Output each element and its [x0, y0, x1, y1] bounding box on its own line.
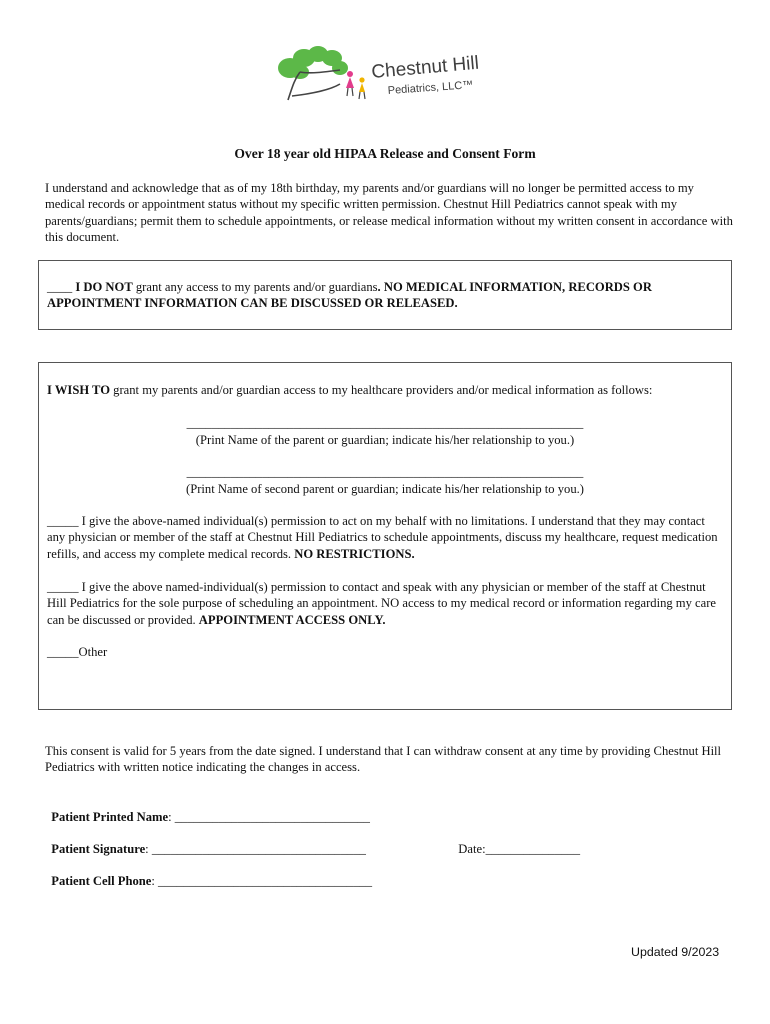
- signature-field[interactable]: [45, 825, 366, 858]
- consent-paragraph: This consent is valid for 5 years from the date signed. I understand that I can withdraw consent at any time by providing Chestnut Hill Pediatrics with written notice indicating the changes in access.: [45, 744, 722, 775]
- tree-logo-icon: [270, 44, 505, 108]
- wish-lead: I WISH TO: [47, 383, 111, 397]
- phone-label: Patient Cell Phone: [51, 874, 152, 889]
- option2-bold: APPOINTMENT ACCESS ONLY.: [198, 612, 386, 627]
- option1-text: _____ I give the above-named individual(s) permission to act on my behalf with no limitations. I understand that they may contact any physician or member of the staff at Chestnut Hill Pediatrics to schedule appointments, discuss my healthcare, request medication refills, and access my complete medical records.: [47, 514, 718, 561]
- no-access-text: grant any access to my parents and/or guardians: [132, 280, 378, 294]
- phone-field[interactable]: [45, 857, 372, 890]
- logo-line1: Chestnut Hill: [370, 52, 480, 83]
- printed-name-line[interactable]: : _______________________________: [168, 810, 370, 825]
- option-no-restrictions[interactable]: [47, 513, 723, 562]
- option2-text: _____ I give the above named-individual(s) permission to contact and speak with any physician or member of the staff at Chestnut Hill Pediatrics for the sole purpose of scheduling an appointment. NO access to my medical record or information regarding my care can be discussed or provided.: [47, 580, 717, 627]
- phone-line[interactable]: : __________________________________: [151, 874, 373, 889]
- date-label: Date:: [458, 842, 486, 857]
- no-access-box: [38, 260, 732, 330]
- no-access-tail: . NO MEDICAL INFORMATION, RECORDS OR APPOINTMENT INFORMATION CAN BE DISCUSSED OR RELEASED.: [47, 280, 652, 311]
- option-appointment-only[interactable]: [47, 579, 723, 628]
- updated-date: Updated 9/2023: [631, 945, 720, 959]
- option-other[interactable]: _____Other: [47, 645, 108, 659]
- no-access-checkline[interactable]: ____: [47, 280, 76, 294]
- parent1-caption: (Print Name of the parent or guardian; indicate his/her relationship to you.): [195, 433, 575, 447]
- signature-label: Patient Signature: [51, 842, 146, 857]
- printed-name-field[interactable]: [45, 793, 370, 826]
- parent2-caption: (Print Name of second parent or guardian; indicate his/her relationship to you.): [186, 482, 584, 496]
- intro-paragraph: I understand and acknowledge that as of my 18th birthday, my parents and/or guardians will no longer be permitted access to my medical records or appointment status without my specific written permission. Chestnut Hill Pediatrics cannot speak with my parents/guardians; permit them to schedule appointments, or release medical information without my written consent in accordance with this document.: [45, 181, 733, 245]
- logo-line2: Pediatrics, LLC™: [387, 79, 474, 97]
- date-line[interactable]: _______________: [485, 842, 581, 857]
- wish-text: grant my parents and/or guardian access to my healthcare providers and/or medical information as follows:: [110, 383, 653, 397]
- date-field[interactable]: [452, 825, 580, 858]
- parent1-name-line[interactable]: _______________________________________________________________: [186, 416, 584, 430]
- no-access-lead: I DO NOT: [75, 280, 133, 294]
- signature-line[interactable]: : __________________________________: [145, 842, 366, 857]
- printed-name-label: Patient Printed Name: [51, 810, 169, 825]
- form-title: Over 18 year old HIPAA Release and Consent Form: [234, 146, 536, 161]
- grant-access-box: [38, 362, 732, 710]
- parent2-name-line[interactable]: _______________________________________________________________: [186, 465, 584, 479]
- wish-statement: [47, 382, 723, 398]
- option1-bold: NO RESTRICTIONS.: [294, 546, 415, 561]
- logo: [270, 44, 505, 108]
